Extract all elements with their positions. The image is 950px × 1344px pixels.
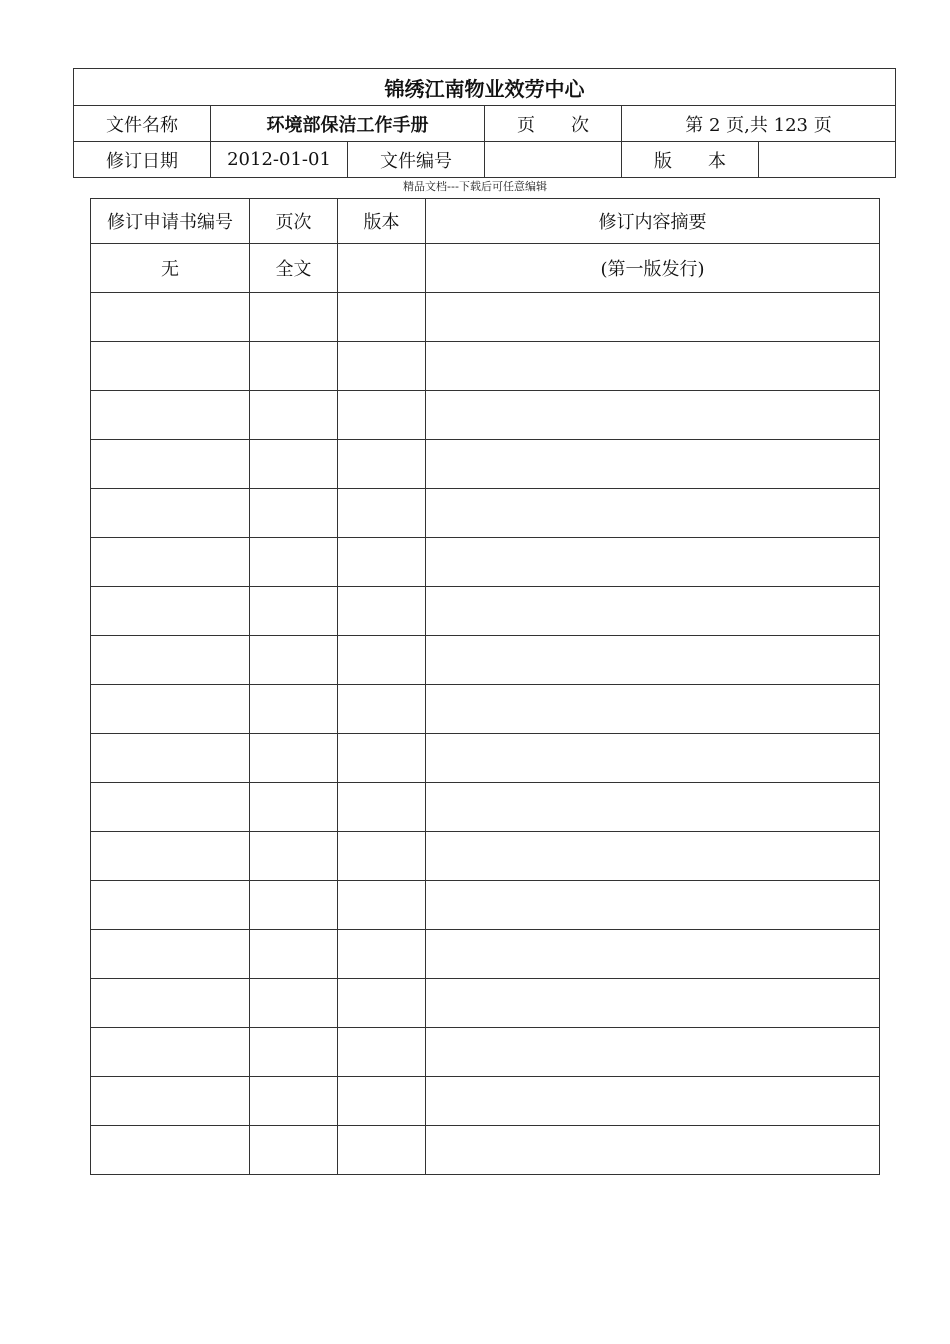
organization-title: 锦绣江南物业效劳中心 [74, 69, 896, 106]
request-number-cell [91, 979, 250, 1028]
table-row [91, 685, 880, 734]
version-cell [338, 440, 426, 489]
request-number-cell [91, 1077, 250, 1126]
request-number-cell [91, 391, 250, 440]
page-cell [250, 1126, 338, 1175]
revision-date-label: 修订日期 [74, 142, 211, 178]
version-cell [338, 1028, 426, 1077]
page-cell [250, 832, 338, 881]
version-cell [338, 783, 426, 832]
table-row [91, 440, 880, 489]
request-number-cell [91, 538, 250, 587]
page-cell: 全文 [250, 244, 338, 293]
version-cell [338, 342, 426, 391]
version-cell [338, 1077, 426, 1126]
version-cell [338, 538, 426, 587]
page-cell [250, 489, 338, 538]
revision-table-header [91, 199, 880, 244]
table-row [91, 636, 880, 685]
file-name-label: 文件名称 [74, 106, 211, 142]
column-header-version: 版本 [338, 199, 426, 244]
request-number-cell [91, 1028, 250, 1077]
table-row [91, 783, 880, 832]
summary-cell [426, 783, 880, 832]
request-number-cell [91, 881, 250, 930]
table-row [91, 930, 880, 979]
request-number-cell [91, 342, 250, 391]
page-cell [250, 881, 338, 930]
page-cell [250, 734, 338, 783]
version-cell [338, 930, 426, 979]
table-row [91, 734, 880, 783]
version-cell [338, 1126, 426, 1175]
request-number-cell [91, 734, 250, 783]
revision-date-value: 2012-01-01 [211, 142, 348, 178]
version-value [759, 142, 896, 178]
page-cell [250, 979, 338, 1028]
request-number-cell [91, 293, 250, 342]
version-cell [338, 391, 426, 440]
table-row [91, 1077, 880, 1126]
version-cell [338, 244, 426, 293]
summary-cell [426, 440, 880, 489]
summary-cell [426, 489, 880, 538]
watermark-text: 精品文档---下载后可任意编辑 [403, 180, 547, 193]
column-header-summary: 修订内容摘要 [426, 199, 880, 244]
table-row [91, 832, 880, 881]
version-cell [338, 734, 426, 783]
request-number-cell [91, 489, 250, 538]
summary-cell [426, 979, 880, 1028]
table-row [91, 293, 880, 342]
revision-record-table [90, 198, 880, 1175]
request-number-cell [91, 587, 250, 636]
table-row [91, 391, 880, 440]
table-row [91, 881, 880, 930]
summary-cell [426, 1028, 880, 1077]
summary-cell [426, 636, 880, 685]
table-row [91, 538, 880, 587]
file-number-value [485, 142, 622, 178]
page-cell [250, 293, 338, 342]
request-number-cell: 无 [91, 244, 250, 293]
summary-cell [426, 832, 880, 881]
page-cell [250, 391, 338, 440]
summary-cell [426, 538, 880, 587]
summary-cell [426, 685, 880, 734]
table-row [91, 587, 880, 636]
version-cell [338, 832, 426, 881]
document-header-table [73, 68, 896, 178]
summary-cell [426, 342, 880, 391]
page-cell [250, 1028, 338, 1077]
table-row [91, 244, 880, 293]
summary-cell: (第一版发行) [426, 244, 880, 293]
page-cell [250, 783, 338, 832]
request-number-cell [91, 783, 250, 832]
page-cell [250, 587, 338, 636]
file-name-value: 环境部保洁工作手册 [211, 106, 485, 142]
page-cell [250, 342, 338, 391]
version-cell [338, 293, 426, 342]
request-number-cell [91, 685, 250, 734]
file-number-label: 文件编号 [348, 142, 485, 178]
request-number-cell [91, 440, 250, 489]
column-header-page: 页次 [250, 199, 338, 244]
table-row [91, 1028, 880, 1077]
version-cell [338, 881, 426, 930]
page-cell [250, 685, 338, 734]
request-number-cell [91, 832, 250, 881]
page-cell [250, 538, 338, 587]
version-cell [338, 685, 426, 734]
page-value: 第 2 页,共 123 页 [622, 106, 896, 142]
request-number-cell [91, 636, 250, 685]
table-row [91, 342, 880, 391]
table-row [91, 1126, 880, 1175]
version-label: 版 本 [622, 142, 759, 178]
summary-cell [426, 293, 880, 342]
summary-cell [426, 1077, 880, 1126]
request-number-cell [91, 930, 250, 979]
version-cell [338, 979, 426, 1028]
page-cell [250, 1077, 338, 1126]
page-cell [250, 636, 338, 685]
page-cell [250, 440, 338, 489]
table-row [91, 489, 880, 538]
summary-cell [426, 930, 880, 979]
summary-cell [426, 587, 880, 636]
page-cell [250, 930, 338, 979]
version-cell [338, 587, 426, 636]
summary-cell [426, 734, 880, 783]
table-row [91, 979, 880, 1028]
summary-cell [426, 1126, 880, 1175]
summary-cell [426, 881, 880, 930]
summary-cell [426, 391, 880, 440]
version-cell [338, 636, 426, 685]
request-number-cell [91, 1126, 250, 1175]
column-header-request-number: 修订申请书编号 [91, 199, 250, 244]
version-cell [338, 489, 426, 538]
page-label: 页 次 [485, 106, 622, 142]
